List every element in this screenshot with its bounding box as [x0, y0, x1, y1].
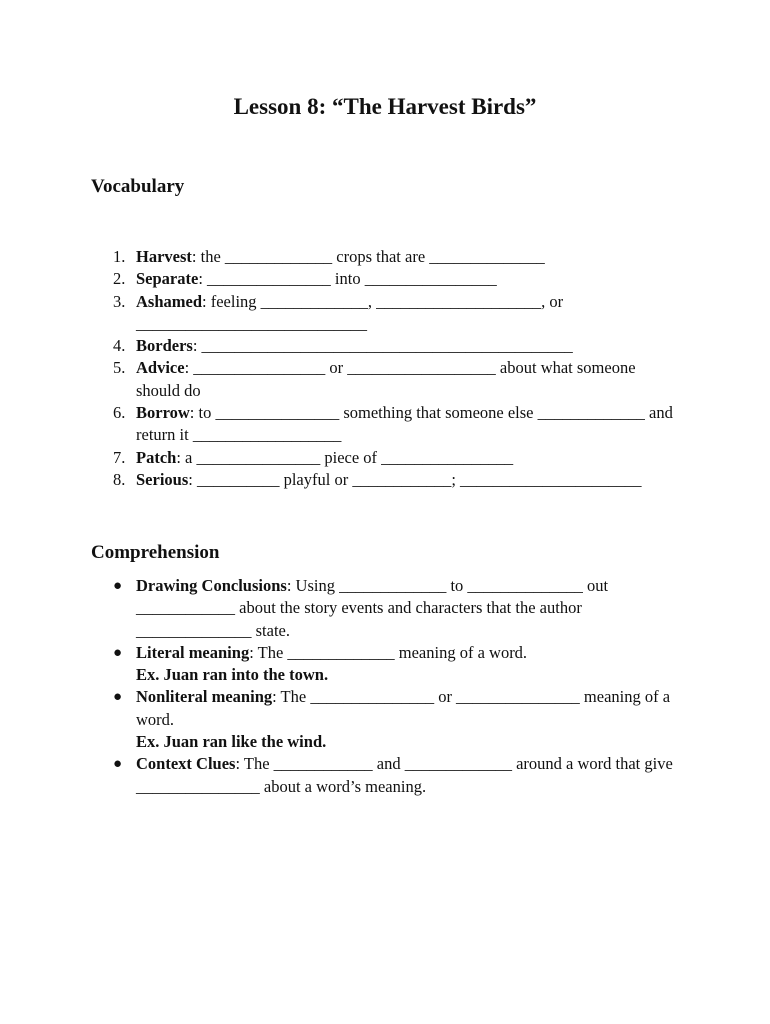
vocabulary-term: Borrow [136, 403, 190, 423]
comprehension-term: Drawing Conclusions [136, 576, 287, 595]
vocabulary-term: Separate [136, 269, 199, 289]
vocabulary-term: Borders [136, 336, 193, 356]
item-number: 2. [113, 269, 126, 289]
vocabulary-definition: : ________________ or __________________ about what someone should do [136, 358, 636, 400]
item-number: 1. [113, 247, 126, 266]
vocabulary-definition: : _____________________________________________ [192, 336, 573, 356]
comprehension-term: Nonliteral meaning [136, 687, 273, 707]
vocabulary-item [0, 402, 681, 447]
comprehension-item [0, 575, 681, 642]
vocabulary-item [0, 291, 681, 336]
item-number: 8. [113, 469, 126, 489]
comprehension-heading: Comprehension [91, 542, 220, 563]
comprehension-list [0, 575, 770, 798]
vocabulary-term: Harvest [136, 247, 192, 266]
vocabulary-definition: : to _______________ something that someone else _____________ and return it __________________ [136, 403, 673, 445]
comprehension-definition: : The ____________ and _____________ around a word that give _______________ about a word’s meaning. [136, 754, 673, 796]
item-number: 7. [113, 447, 126, 467]
vocabulary-term: Advice [136, 358, 185, 378]
bullet-icon: ● [113, 578, 123, 594]
vocabulary-item [0, 246, 681, 268]
vocabulary-term: Serious [136, 469, 189, 489]
comprehension-item [0, 642, 681, 687]
comprehension-term: Context Clues [136, 754, 236, 774]
vocabulary-item [0, 469, 681, 491]
example-sentence: Ex. Juan ran into the town. [136, 665, 329, 685]
vocabulary-term: Patch [136, 447, 177, 467]
example-sentence: Ex. Juan ran like the wind. [136, 732, 327, 752]
item-number: 3. [113, 291, 126, 311]
item-number: 5. [113, 358, 126, 378]
comprehension-definition: : Using _____________ to ______________ out ____________ about the story events and characters that the author ______________ state. [136, 576, 609, 640]
bullet-icon: ● [113, 644, 123, 661]
vocabulary-item [0, 268, 681, 290]
comprehension-definition: : The _______________ or _______________ meaning of a word. [136, 687, 671, 729]
vocabulary-item [0, 447, 681, 469]
comprehension-term: Literal meaning [136, 642, 250, 662]
bullet-icon: ● [113, 756, 123, 773]
vocabulary-heading: Vocabulary [91, 176, 185, 197]
vocabulary-definition: : _______________ into ________________ [198, 269, 497, 289]
vocabulary-term: Ashamed [136, 291, 203, 311]
vocabulary-list [0, 246, 770, 491]
page-title: Lesson 8: “The Harvest Birds” [233, 94, 537, 119]
vocabulary-definition: : feeling _____________, ____________________, or ____________________________ [136, 291, 564, 333]
comprehension-item [0, 686, 681, 753]
item-number: 4. [113, 336, 126, 356]
vocabulary-definition: : __________ playful or ____________; ______________________ [188, 469, 642, 489]
vocabulary-item [0, 357, 681, 402]
vocabulary-item [0, 335, 681, 357]
vocabulary-definition: : a _______________ piece of ________________ [176, 447, 514, 467]
item-number: 6. [113, 403, 126, 423]
comprehension-definition: : The _____________ meaning of a word. [249, 642, 528, 662]
comprehension-item [0, 753, 681, 798]
bullet-icon: ● [113, 689, 123, 706]
vocabulary-definition: : the _____________ crops that are ______________ [191, 247, 545, 266]
